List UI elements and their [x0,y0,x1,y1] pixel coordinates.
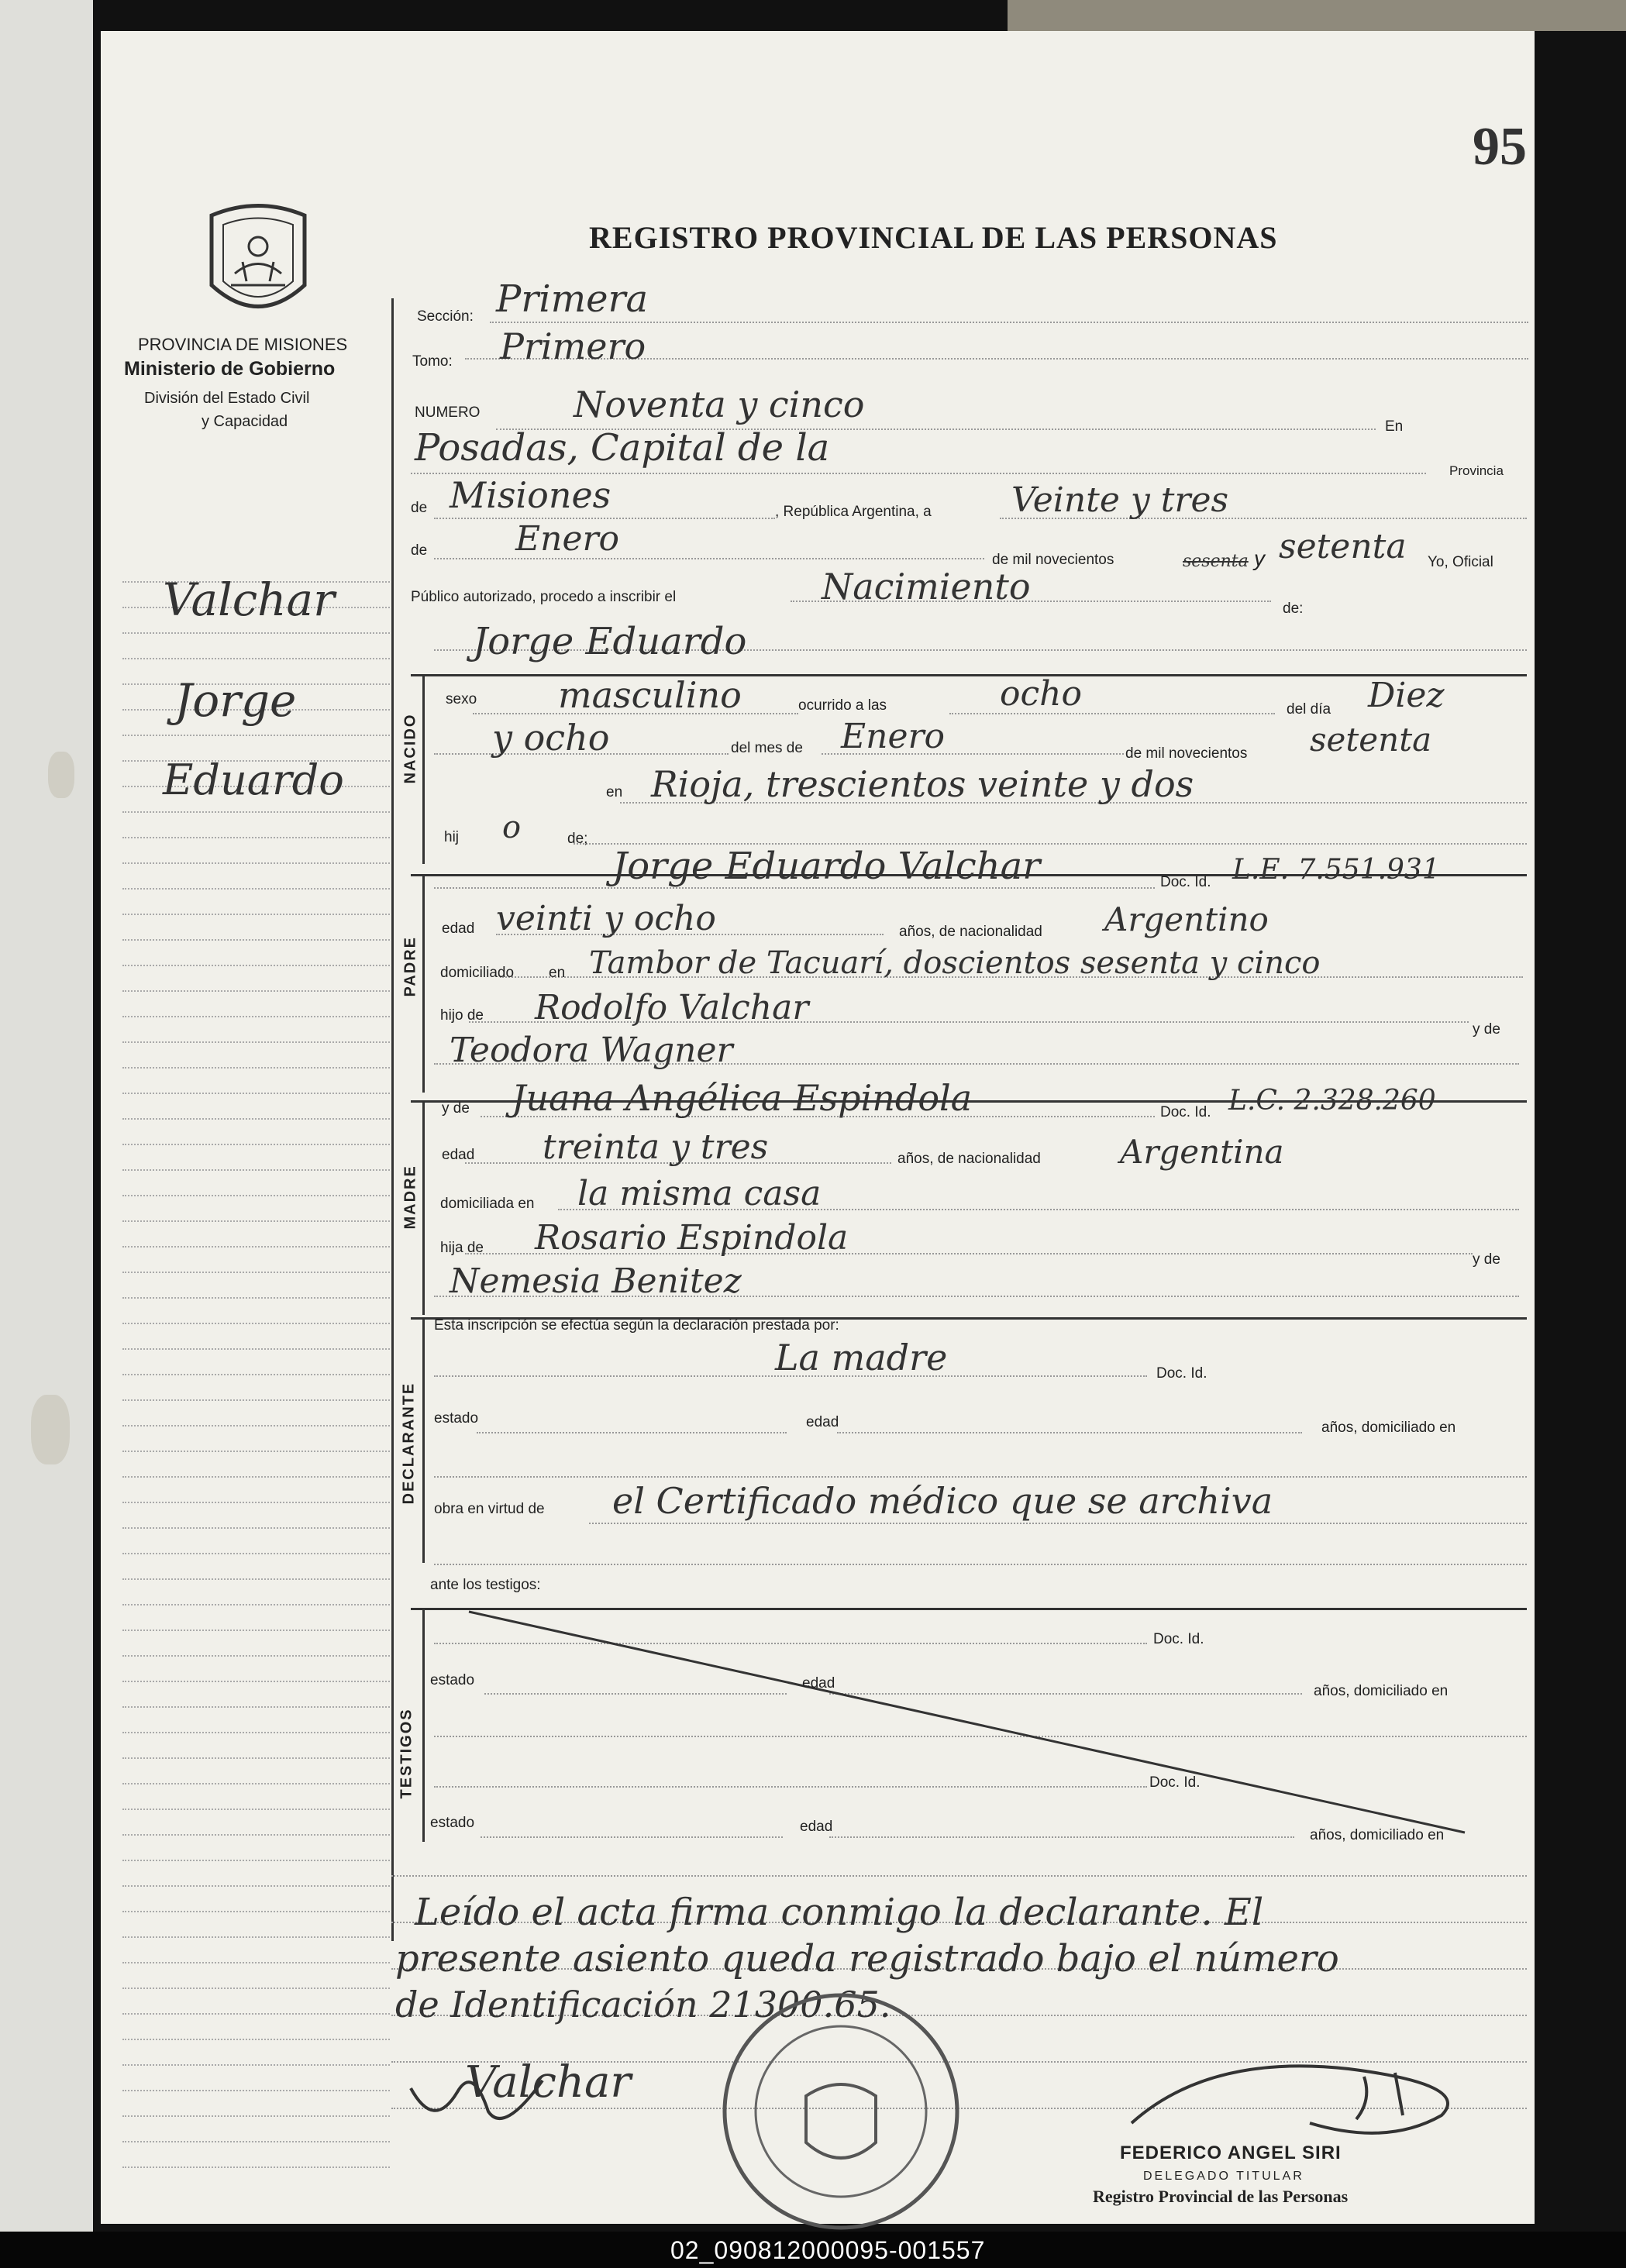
margin-ruled-line [122,1425,390,1427]
hw-inscribir: Nacimiento [822,566,1031,607]
margin-ruled-line [122,1272,390,1273]
margin-ruled-line [122,1476,390,1478]
margin-ruled-line [122,1118,390,1120]
label-hij: hij [444,829,460,845]
margin-surname: Valchar [163,573,335,626]
hw-ano: setenta [1279,527,1407,566]
label-yo-oficial: Yo, Oficial [1428,554,1493,570]
label-madre-y-de-lead: y de [442,1100,470,1117]
margin-ruled-line [122,862,390,864]
label-del-dia: del día [1287,701,1331,718]
hw-declarante: La madre [775,1337,948,1378]
margin-ruled-line [122,2166,390,2168]
section-label-padre: PADRE [401,935,419,997]
form-frame-line [391,298,394,1941]
label-testigo1-anos: años, domiciliado en [1314,1683,1449,1699]
label-esta-inscripcion: Esta inscripción se efectúa según la declaración prestada por: [434,1317,839,1334]
hw-padre-hijo-de: Rodolfo Valchar [535,988,809,1027]
section-label-nacido: NACIDO [401,713,419,784]
label-declarante-doc: Doc. Id. [1156,1365,1207,1382]
margin-ruled-line [122,837,390,838]
label-de-mil-2: de mil novecientos [1125,745,1248,762]
margin-ruled-line [122,1016,390,1017]
margin-ruled-line [122,1834,390,1836]
margin-ruled-line [122,1195,390,1196]
margin-ruled-line [122,1604,390,1605]
label-publico: Público autorizado, procedo a inscribir el [411,589,677,605]
margin-ruled-line [122,1169,390,1171]
margin-ruled-line [122,2064,390,2066]
page-number: 95 [1473,117,1527,177]
margin-ruled-line [122,965,390,966]
label-ante-testigos: ante los testigos: [430,1577,541,1593]
hw-ano-nac: setenta [1310,721,1432,759]
hw-nota-3: de Identificación 21300.65. [395,1984,891,2025]
margin-ruled-line [122,1732,390,1733]
declarant-signature: Valchar [465,2057,632,2108]
label-padre-doc: Doc. Id. [1160,874,1211,890]
official-title: DELEGADO TITULAR [1143,2170,1304,2183]
margin-ruled-line [122,1630,390,1631]
hw-madre-hija-de: Rosario Espindola [535,1218,849,1258]
hw-hora: ocho [1000,674,1082,714]
margin-ruled-line [122,1067,390,1069]
margin-ruled-line [122,1220,390,1222]
label-de-mil: de mil novecientos [992,552,1114,568]
testigos-bracket [422,1609,425,1842]
margin-ruled-line [122,1246,390,1248]
hw-madre-y-de: Nemesia Benitez [450,1261,742,1301]
margin-ruled-line [122,735,390,736]
margin-ruled-line [122,888,390,890]
margin-ruled-line [122,1323,390,1324]
hw-dia: Veinte y tres [1011,480,1229,520]
label-madre-edad: edad [442,1147,475,1163]
label-de-3: de; [567,831,588,847]
hw-padre-nac: Argentino [1104,900,1269,938]
margin-ruled-line [122,811,390,813]
label-declarante-edad: edad [806,1414,839,1430]
label-en-3: en [549,965,566,981]
label-domiciliado: domiciliado [440,965,515,981]
hw-madre-nombre: Juana Angélica Espindola [512,1077,973,1119]
hw-lugar-nac: Rioja, trescientos veinte y dos [651,763,1194,805]
margin-ruled-line [122,1681,390,1682]
official-signature-scribble [1116,2046,1488,2146]
label-testigo2-anos: años, domiciliado en [1310,1827,1445,1843]
margin-ruled-line [122,990,390,992]
label-madre-anos: años, de nacionalidad [897,1151,1041,1167]
province-seal-icon [200,200,316,328]
label-tomo: Tomo: [412,353,453,370]
margin-ruled-line [122,1578,390,1580]
margin-ruled-line [122,939,390,941]
label-numero: NUMERO [415,404,481,421]
official-office: Registro Provincial de las Personas [1093,2187,1349,2206]
margin-ruled-line [122,2115,390,2117]
hw-padre-edad: veinti y ocho [496,899,716,938]
hw-y: y [1254,546,1265,570]
hw-tomo: Primero [500,325,646,367]
hw-obra: el Certificado médico que se archiva [612,1480,1273,1522]
testigos-strike-line [465,1608,1473,1840]
label-ocurrido: ocurrido a las [798,697,887,714]
margin-ruled-line [122,1988,390,1989]
hw-padre-dom: Tambor de Tacuarí, doscientos sesenta y cinco [589,945,1321,981]
label-padre-edad: edad [442,921,475,937]
official-round-stamp [713,1988,969,2235]
label-en-2: en [606,784,623,800]
hw-padre-doc: L.E. 7.551.931 [1232,854,1440,886]
margin-ruled-line [122,1041,390,1043]
hw-padre-y-de: Teodora Wagner [450,1031,733,1070]
margin-ruled-line [122,914,390,915]
madre-bracket [422,1102,425,1315]
margin-ruled-line [122,1809,390,1810]
margin-first-name: Jorge [174,674,297,727]
hw-hij-suffix: o [502,810,522,845]
margin-ruled-line [122,1860,390,1861]
padre-bracket [422,876,425,1093]
label-testigo2-estado: estado [430,1815,475,1831]
margin-ruled-line [122,1553,390,1554]
declarant-signature-flourish [403,2057,558,2142]
hw-dia-a: Diez [1368,676,1445,715]
division-label-2: y Capacidad [202,413,288,430]
margin-ruled-line [122,632,390,634]
division-label-1: División del Estado Civil [144,390,310,407]
margin-ruled-line [122,1783,390,1784]
margin-ruled-line [122,1399,390,1401]
hw-dia-b: y ocho [492,717,610,759]
hw-mes: Enero [515,519,620,559]
province-label: PROVINCIA DE MISIONES [138,335,348,354]
hw-seccion: Primera [496,277,649,321]
margin-ruled-line [122,1093,390,1094]
label-de-colon: de: [1283,601,1304,617]
hw-lugar-en: Posadas, Capital de la [415,426,830,470]
ministry-label: Ministerio de Gobierno [124,358,336,380]
binding-edge [0,0,93,2268]
label-domiciliada: domiciliada en [440,1196,535,1212]
document-title: REGISTRO PROVINCIAL DE LAS PERSONAS [589,220,1278,255]
label-provincia: Provincia [1449,463,1504,478]
official-name: FEDERICO ANGEL SIRI [1120,2142,1342,2163]
margin-ruled-line [122,1706,390,1708]
label-sexo: sexo [446,691,477,707]
margin-ruled-line [122,1757,390,1759]
hw-padre-nombre: Jorge Eduardo Valchar [612,845,1041,888]
margin-ruled-line [122,1144,390,1145]
hw-madre-edad: treinta y tres [543,1127,769,1167]
label-hija-de: hija de [440,1240,484,1256]
margin-ruled-line [122,1527,390,1529]
hw-numero: Noventa y cinco [574,384,865,425]
hw-mes-nac: Enero [841,717,946,756]
margin-ruled-line [122,1374,390,1375]
margin-ruled-line [122,1297,390,1299]
label-madre-y-de: y de [1473,1251,1500,1268]
hw-nota-1: Leído el acta firma conmigo la declarante. El [415,1891,1264,1934]
label-declarante-anos: años, domiciliado en [1321,1420,1456,1436]
section-label-madre: MADRE [401,1165,419,1230]
margin-ruled-line [122,1451,390,1452]
hw-madre-dom: la misma casa [577,1174,822,1213]
label-republica: , República Argentina, a [775,504,932,520]
file-id: 02_090812000095-001557 [670,2236,986,2264]
declarante-bracket [422,1319,425,1563]
margin-ruled-line [122,1348,390,1350]
label-declarante-estado: estado [434,1410,479,1427]
margin-ruled-line [122,1885,390,1887]
margin-ruled-line [122,1502,390,1503]
adjacent-page-strip [1008,0,1626,31]
binding-hole-bottom [31,1395,70,1464]
margin-ruled-line [122,1936,390,1938]
label-testigo1-estado: estado [430,1672,475,1688]
hw-nombre: Jorge Eduardo [473,620,747,663]
hw-madre-doc: L.C. 2.328.260 [1228,1085,1436,1117]
margin-ruled-line [122,2090,390,2091]
section-label-declarante: DECLARANTE [400,1382,418,1505]
nacido-bracket [422,674,425,864]
label-en: En [1385,418,1404,435]
label-de-provincia: de [411,500,428,516]
margin-ruled-line [122,2013,390,2015]
label-obra: obra en virtud de [434,1501,545,1517]
hw-sexo: masculino [558,674,742,716]
hw-nota-2: presente asiento queda registrado bajo el número [395,1937,1339,1981]
margin-ruled-line [122,1655,390,1657]
label-madre-doc: Doc. Id. [1160,1104,1211,1120]
label-de-mes: de [411,542,428,559]
margin-ruled-line [122,2141,390,2142]
label-testigo2-edad: edad [800,1819,833,1835]
margin-ruled-line [122,1911,390,1912]
hw-struck: sesenta [1183,552,1249,571]
label-testigo1-edad: edad [802,1675,835,1692]
hw-provincia: Misiones [450,474,611,516]
label-hijo-de: hijo de [440,1007,484,1024]
label-del-mes: del mes de [731,740,803,756]
label-padre-anos: años, de nacionalidad [899,924,1042,940]
hw-madre-nac: Argentina [1120,1133,1284,1171]
margin-ruled-line [122,658,390,659]
section-label-testigos: TESTIGOS [398,1708,415,1799]
label-seccion: Sección: [417,308,474,325]
label-padre-y-de: y de [1473,1021,1500,1038]
label-testigo1-doc: Doc. Id. [1153,1631,1204,1647]
margin-ruled-line [122,1962,390,1963]
binding-hole-top [48,752,74,798]
label-testigo2-doc: Doc. Id. [1149,1774,1201,1791]
margin-middle-name: Eduardo [163,755,344,804]
margin-ruled-line [122,2039,390,2040]
